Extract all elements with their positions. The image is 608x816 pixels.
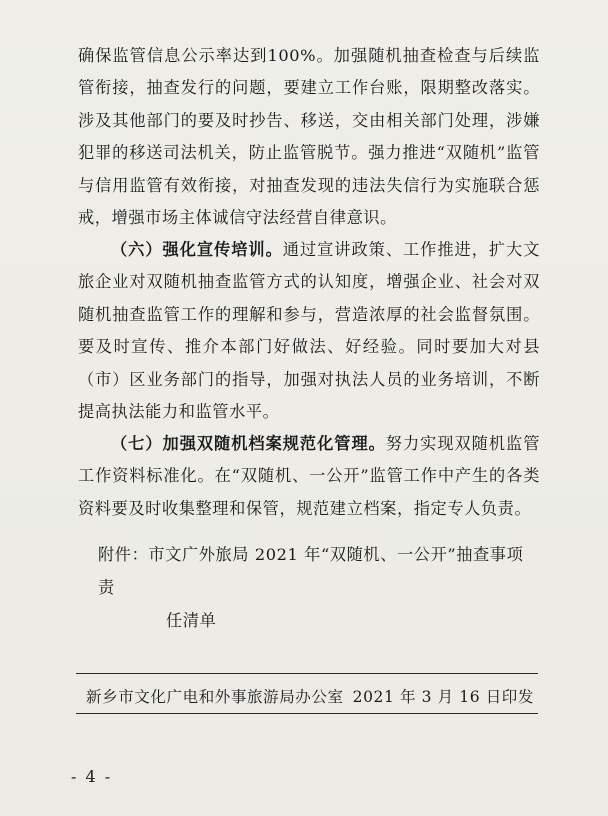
body-paragraph-1-text: 确保监管信息公示率达到100%。加强随机抽查检查与后续监管衔接，抽查发行的问题，要建立工作台账，限期整改落实。涉及其他部门的要及时抄告、移送，交由相关部门处理，涉嫌犯罪的移送司法机关，防止监管脱节。强力推进“双随机”监管与信用监管有效衔接，对抽查发现的违法失信行为实施联合惩戒，增强市场主体诚信守法经营自律意识。 <box>78 46 540 228</box>
body-paragraph-3 <box>78 428 540 525</box>
page-number: - 4 - <box>71 767 113 786</box>
body-paragraph-1 <box>78 40 540 234</box>
footer-top-rule <box>76 673 538 674</box>
section-heading-7: （七）加强双随机档案规范化管理。 <box>111 434 386 453</box>
issue-date: 2021 年 3 月 16 日印发 <box>352 688 534 706</box>
section-heading-6: （六）强化宣传培训。 <box>111 240 283 259</box>
attachment-note <box>98 538 538 637</box>
body-paragraph-2 <box>78 234 540 428</box>
issuing-office: 新乡市文化广电和外事旅游局办公室 <box>86 688 344 706</box>
body-paragraph-3-text: 努力实现双随机监管工作资料标准化。在“双随机、一公开”监管工作中产生的各类资料要及时收集整理和保管，规范建立档案，指定专人负责。 <box>78 434 540 518</box>
issuance-footer <box>86 685 534 707</box>
attachment-title-line-2: 任清单 <box>166 611 217 630</box>
body-paragraph-2-text: 通过宣讲政策、工作推进，扩大文旅企业对双随机抽查监管方式的认知度，增强企业、社会对双随机抽查监管工作的理解和参与，营造浓厚的社会监督氛围。要及时宣传、推介本部门好做法、好经验。同时要加大对县（市）区业务部门的指导，加强对执法人员的业务培训，不断提高执法能力和监管水平。 <box>78 240 541 422</box>
attachment-title-line-1: 市文广外旅局 2021 年“双随机、一公开”抽查事项责 <box>98 545 524 597</box>
attachment-label: 附件： <box>98 545 149 564</box>
footer-bottom-rule <box>76 713 538 714</box>
